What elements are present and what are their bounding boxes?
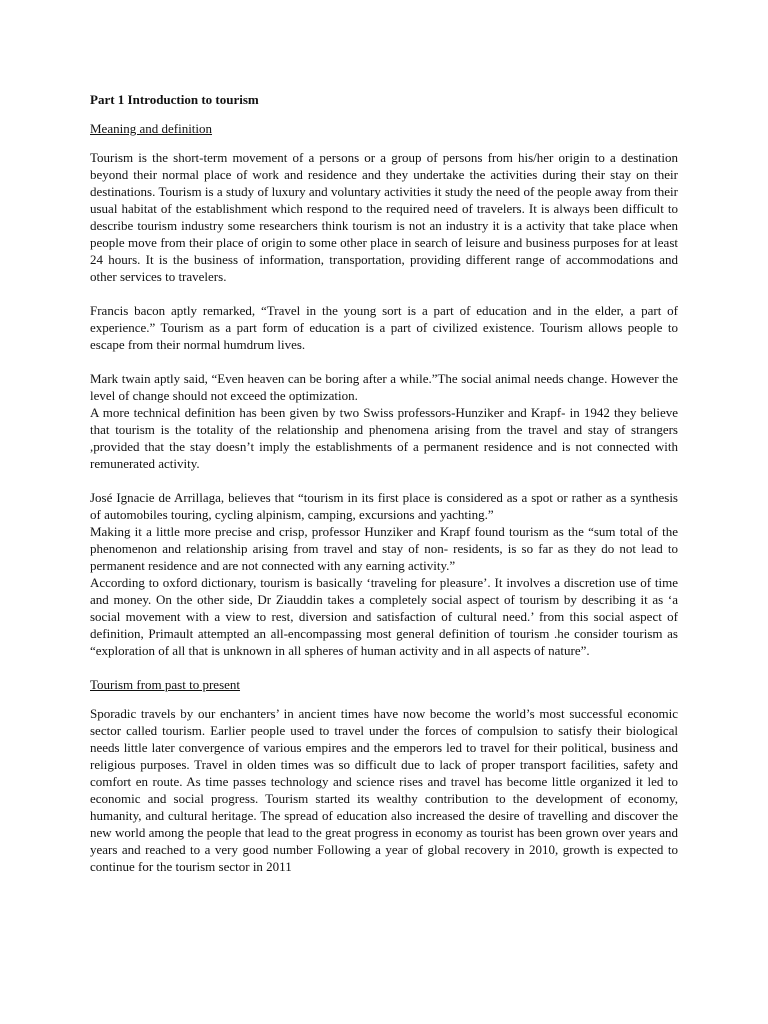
paragraph-bacon: Francis bacon aptly remarked, “Travel in the young sort is a part of education and in the elder, a part of experience.” Tourism as a part form of education is a part of civilized existence. Tourism allows people to escape from their normal humdrum lives.: [90, 303, 678, 352]
section-heading-meaning: Meaning and definition: [90, 121, 213, 136]
document-body: [90, 91, 678, 875]
paragraph-precise: Making it a little more precise and crisp, professor Hunziker and Krapf found tourism as the “sum total of the phenomenon and relationship arising from travel and stay of non- residents, is so far as they do not lead to permanent residence and are not connected with any earning activity.”: [90, 524, 678, 573]
part-title: Part 1 Introduction to tourism: [90, 92, 259, 107]
paragraph-twain: Mark twain aptly said, “Even heaven can be boring after a while.”The social animal needs change. However the level of change should not exceed the optimization.: [90, 371, 678, 403]
paragraph-history: Sporadic travels by our enchanters’ in ancient times have now become the world’s most successful economic sector called tourism. Earlier people used to travel under the forces of compulsion to satisfy their biological needs little later convergence of various empires and the emperors led to travel for their political, business and religious purposes. Travel in olden times was so difficult due to lack of proper transport facilities, safety and comfort en route. As time passes technology and science rises and travel has become little organized it led to economic and social progress. Tourism started its wealthy contribution to the development of economy, humanity, and cultural heritage. The spread of education also increased the desire of travelling and discover the new world among the people that lead to the great progress in economy as tourist has been grown over years and years and reached to a very good number Following a year of global recovery in 2010, growth is expected to continue for the tourism sector in 2011: [90, 706, 678, 874]
paragraph-hunziker-krapf: A more technical definition has been given by two Swiss professors-Hunziker and Krapf- in 1942 they believe that tourism is the totality of the relationship and phenomena arising from the travel and stay of strangers ,provided that the stay doesn’t imply the establishments of a permanent residence and is not connected with remunerated activity.: [90, 405, 678, 471]
section-heading-past-present: Tourism from past to present: [90, 677, 241, 692]
paragraph-definition: Tourism is the short-term movement of a persons or a group of persons from his/her origin to a destination beyond their normal place of work and residence and they undertake the activities during their stay on their destinations. Tourism is a study of luxury and voluntary activities it study the need of the people away from their usual habitat of the establishment which respond to the required need of travelers. It is always been difficult to describe tourism industry some researchers think tourism is not an industry it is a activity that take place when people move from their place of origin to some other place in search of leisure and business purposes for at least 24 hours. It is the business of information, transportation, providing different range of accommodations and other services to travelers.: [90, 150, 678, 284]
paragraph-oxford: According to oxford dictionary, tourism is basically ‘traveling for pleasure’. It involves a discretion use of time and money. On the other side, Dr Ziauddin takes a completely social aspect of tourism by describing it as ‘a social movement with a view to rest, diversion and satisfaction of cultural need.’ from this social aspect of definition, Primault attempted an all-encompassing most general definition of tourism .he consider tourism as “exploration of all that is unknown in all spheres of human activity and in all aspects of nature”.: [90, 575, 678, 658]
paragraph-arrillaga: José Ignacie de Arrillaga, believes that “tourism in its first place is considered as a spot or rather as a synthesis of automobiles touring, cycling alpinism, camping, excursions and yachting.”: [90, 490, 678, 522]
